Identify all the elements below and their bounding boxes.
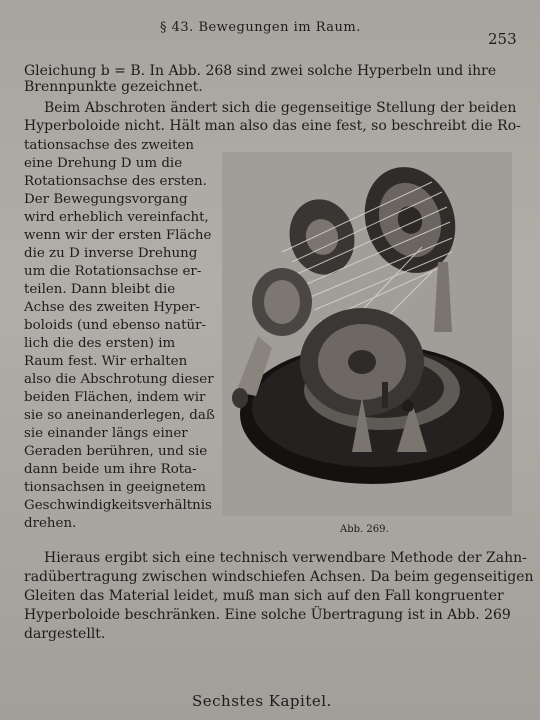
- column-text-line: wenn wir der ersten Fläche: [24, 228, 212, 243]
- column-text-line: Der Bewegungsvorgang: [24, 192, 188, 207]
- column-text-line: beiden Flächen, indem wir: [24, 390, 206, 405]
- column-text-line: boloids (und ebenso natür-: [24, 318, 207, 333]
- column-text-line: um die Rotationsachse er-: [24, 264, 202, 279]
- running-header: [0, 20, 540, 48]
- text-line: Beim Abschroten ändert sich die gegenseitige Stellung der beiden: [44, 100, 517, 116]
- text-line: Gleiten das Material leidet, muß man sich auf den Fall kongruenter: [24, 588, 504, 604]
- column-text-line: Raum fest. Wir erhalten: [24, 354, 188, 369]
- column-text-line: teilen. Dann bleibt die: [24, 282, 176, 297]
- column-text-line: eine Drehung D um die: [24, 156, 183, 171]
- column-text-line: sie so aneinanderlegen, daß: [24, 408, 215, 423]
- column-text-line: lich die des ersten) im: [24, 336, 176, 351]
- figure-caption: Abb. 269.: [340, 524, 389, 535]
- column-text-line: Geschwindigkeitsverhältnis: [24, 498, 212, 513]
- gear-photograph: [222, 152, 512, 516]
- text-line: Brennpunkte gezeichnet.: [24, 79, 203, 95]
- text-line: Gleichung b = B. In Abb. 268 sind zwei solche Hyperbeln und ihre: [24, 63, 497, 79]
- column-text-line: Geraden berühren, und sie: [24, 444, 208, 459]
- text-line: radübertragung zwischen windschiefen Achsen. Da beim gegenseitigen: [24, 569, 534, 585]
- column-text-line: wird erheblich vereinfacht,: [24, 210, 209, 225]
- text-line: Hyperboloide beschränken. Eine solche Übertragung ist in Abb. 269: [24, 607, 511, 623]
- column-text-line: tationsachse des zweiten: [24, 138, 195, 153]
- column-text-line: die zu D inverse Drehung: [24, 246, 198, 261]
- text-line: Hieraus ergibt sich eine technisch verwendbare Methode der Zahn-: [44, 550, 527, 566]
- text-line: Hyperboloide nicht. Hält man also das eine fest, so beschreibt die Ro-: [24, 118, 521, 134]
- chapter-heading: Sechstes Kapitel.: [192, 692, 332, 710]
- column-text-line: drehen.: [24, 516, 77, 531]
- hyperboloid-gear-image: [222, 152, 512, 516]
- text-line: dargestellt.: [24, 626, 106, 642]
- page-number: 253: [488, 30, 517, 48]
- column-text-line: sie einander längs einer: [24, 426, 188, 441]
- column-text-line: also die Abschrotung dieser: [24, 372, 214, 387]
- column-text-line: Rotationsachse des ersten.: [24, 174, 207, 189]
- section-title: § 43. Bewegungen im Raum.: [160, 20, 361, 35]
- column-text-line: tionsachsen in geeignetem: [24, 480, 206, 495]
- column-text-line: dann beide um ihre Rota-: [24, 462, 197, 477]
- column-text-line: Achse des zweiten Hyper-: [24, 300, 201, 315]
